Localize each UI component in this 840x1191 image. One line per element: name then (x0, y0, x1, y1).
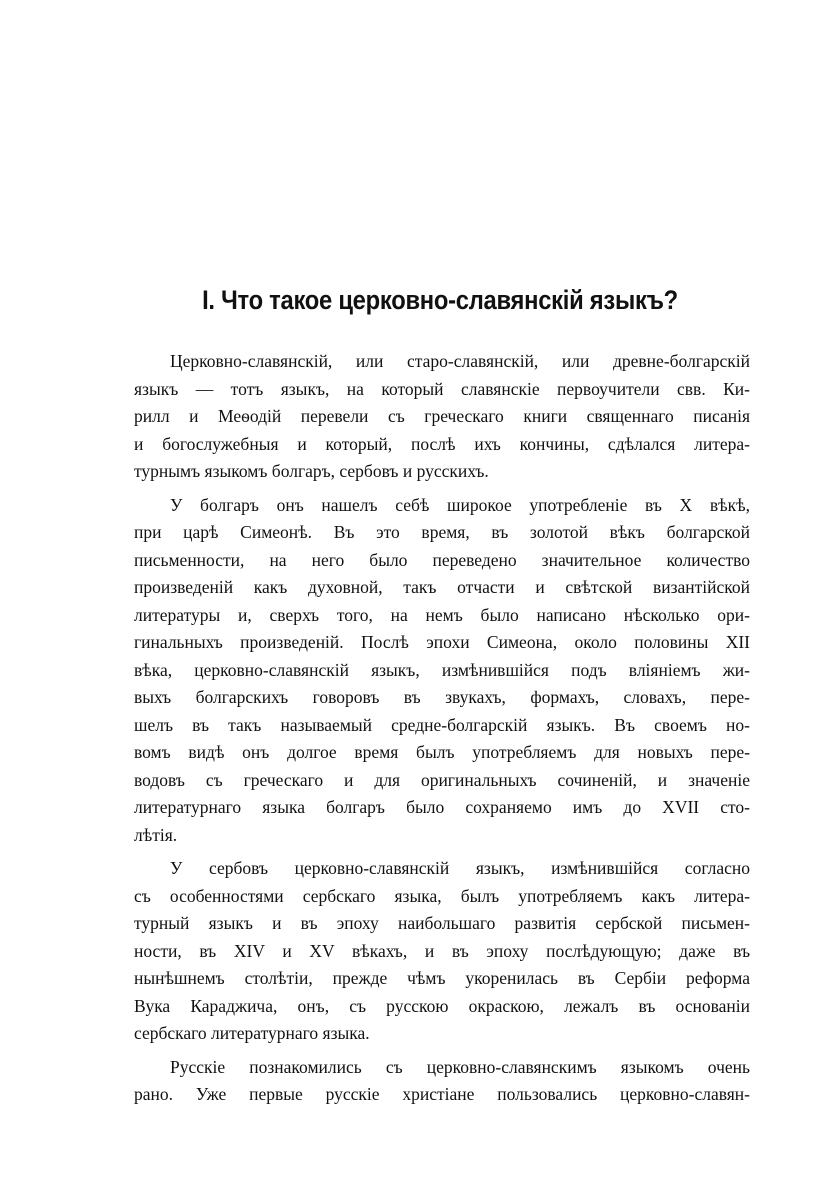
text-line: съ особенностями сербскаго языка, былъ употребляемъ какъ литера- (134, 885, 750, 906)
text-line: выхъ болгарскихъ говоровъ въ звукахъ, формахъ, словахъ, пере- (134, 687, 750, 707)
text-line: литературнаго языка болгаръ было сохраняемо имъ до XVII сто- (134, 797, 750, 817)
text-line: У сербовъ церковно-славянскій языкъ, измѣнившійся согласно (170, 858, 750, 878)
paragraph-3 (134, 855, 750, 1048)
text-line: Вука Караджича, онъ, съ русскою окраскою, лежалъ въ основаніи (134, 995, 750, 1016)
text-line: нынѣшнемъ столѣтіи, прежде чѣмъ укоренилась въ Сербіи реформа (134, 968, 750, 988)
text-line: турнымъ языкомъ болгаръ, сербовъ и русскихъ. (134, 461, 489, 481)
text-line: лѣтія. (134, 824, 178, 845)
text-line: рилл и Меѳодій перевели съ греческаго книги священнаго писанія (134, 406, 750, 426)
paragraph-1 (134, 348, 750, 486)
text-line: языкъ — тотъ языкъ, на который славянскіе первоучители свв. Ки- (134, 378, 750, 399)
text-line: Церковно-славянскій, или старо-славянскій, или древне-болгарскій (170, 351, 750, 371)
text-line: литературы и, сверхъ того, на немъ было написано нѣсколько ори- (134, 604, 750, 625)
text-line: вѣка, церковно-славянскій языкъ, измѣнившійся подъ вліяніемъ жи- (134, 659, 750, 680)
text-line: турный языкъ и въ эпоху наибольшаго развитія сербской письмен- (134, 913, 750, 933)
text-line: шелъ въ такъ называемый средне-болгарскій языкъ. Въ своемъ но- (134, 714, 750, 735)
chapter-title: I. Что такое церковно-славянскій языкъ? (202, 285, 678, 315)
body-text (134, 348, 750, 1115)
text-line: У болгаръ онъ нашелъ себѣ широкое употребленіе въ X вѣкѣ, (170, 494, 750, 515)
text-line: при царѣ Симеонѣ. Въ это время, въ золотой вѣкъ болгарской (134, 522, 750, 542)
paragraph-2 (134, 492, 750, 850)
text-line: гинальныхъ произведеній. Послѣ эпохи Симеона, около половины XII (134, 632, 750, 652)
text-line: сербскаго литературнаго языка. (134, 1023, 370, 1043)
text-line: письменности, на него было переведено значительное количество (134, 549, 750, 570)
text-line: и богослужебныя и который, послѣ ихъ кончины, сдѣлался литера- (134, 433, 750, 454)
text-line: рано. Уже первые русскіе христіане пользовались церковно-славян- (134, 1084, 750, 1104)
text-line: ности, въ XIV и XV вѣкахъ, и въ эпоху послѣдующую; даже въ (134, 940, 750, 961)
text-line: произведеній какъ духовной, такъ отчасти и свѣтской византійской (134, 577, 750, 597)
text-line: Русскіе познакомились съ церковно-славянскимъ языкомъ очень (170, 1056, 750, 1077)
paragraph-4 (134, 1054, 750, 1109)
text-line: вомъ видѣ онъ долгое время былъ употребляемъ для новыхъ пере- (134, 742, 750, 762)
text-line: водовъ съ греческаго и для оригинальныхъ сочиненій, и значеніе (134, 769, 750, 790)
